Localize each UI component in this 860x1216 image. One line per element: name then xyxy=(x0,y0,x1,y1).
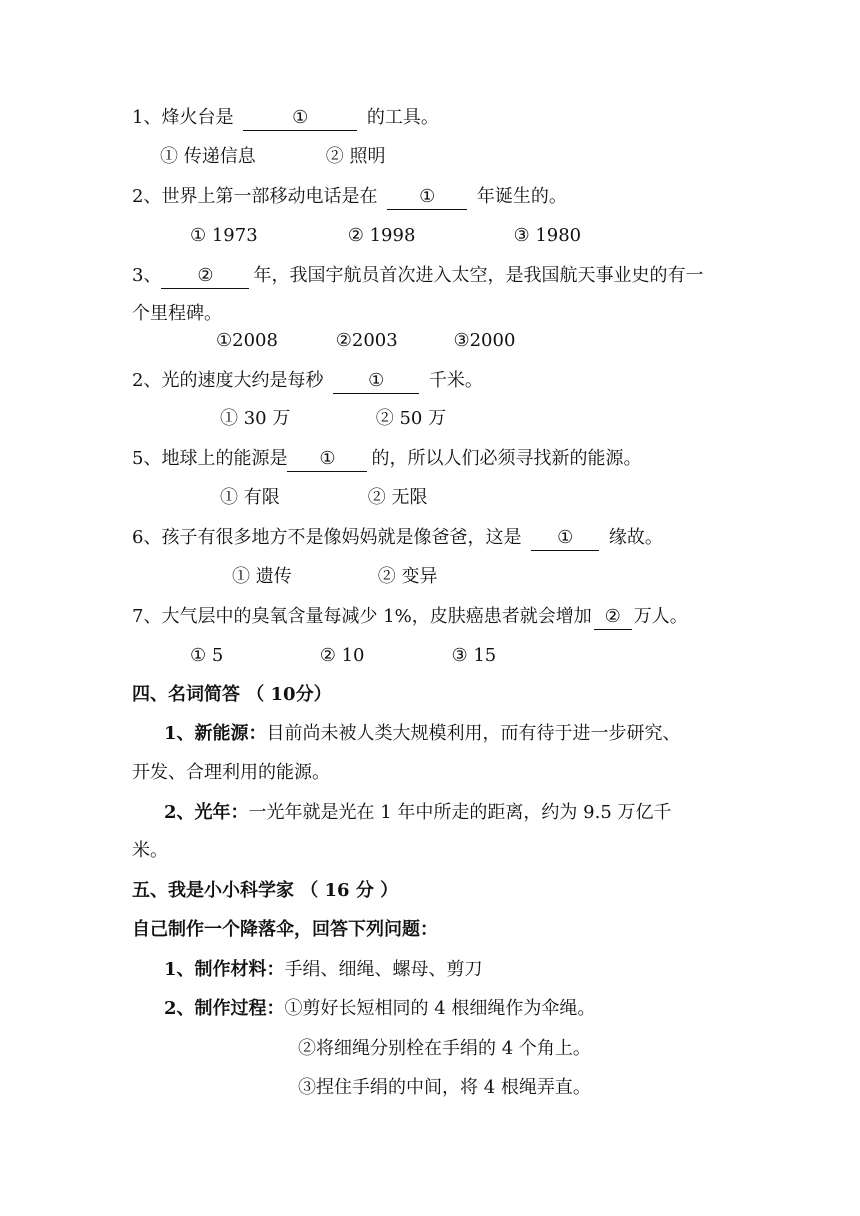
process-step: ①剪好长短相同的 4 根细绳作为伞绳。 xyxy=(284,998,596,1019)
process xyxy=(164,996,595,1022)
term-light-year xyxy=(164,800,672,826)
option: ① 有限 xyxy=(220,487,280,508)
option: ② 照明 xyxy=(325,146,386,167)
question-3-text-after: 年，我国宇航员首次进入太空，是我国航天事业史的有一 xyxy=(253,265,704,286)
question-6-text-after: 缘故。 xyxy=(608,527,663,548)
option: ② 1998 xyxy=(347,225,416,246)
question-3-blank: ② xyxy=(161,264,249,289)
materials-label: 1、制作材料： xyxy=(164,959,285,980)
term-new-energy xyxy=(164,721,681,747)
question-5-text-after: 的，所以人们必须寻找新的能源。 xyxy=(371,448,642,469)
section-5-intro: 自己制作一个降落伞，回答下列问题： xyxy=(132,919,438,940)
section-4-heading: 四、名词简答 （ 10分） xyxy=(132,684,332,705)
question-5-text: 5、地球上的能源是 xyxy=(132,448,288,469)
question-2-blank: ① xyxy=(387,185,467,210)
option: ① 传递信息 xyxy=(160,146,256,167)
option: ① 遗传 xyxy=(232,566,292,587)
option: ① 1973 xyxy=(190,225,258,246)
question-4-blank: ① xyxy=(333,369,419,394)
question-1 xyxy=(132,105,439,131)
process-label: 2、制作过程： xyxy=(164,998,285,1019)
question-7-blank: ② xyxy=(594,605,632,630)
option: ② 变异 xyxy=(377,566,438,587)
question-4 xyxy=(132,368,483,394)
term-label: 2、光年： xyxy=(164,802,249,823)
question-1-options xyxy=(160,144,385,170)
question-4-text-after: 千米。 xyxy=(428,370,483,391)
materials xyxy=(164,957,483,983)
question-7-text-after: 万人。 xyxy=(633,606,688,627)
term-light-year-line2: 米。 xyxy=(132,840,168,861)
question-3-text: 3、 xyxy=(132,265,162,286)
question-4-text: 2、光的速度大约是每秒 xyxy=(132,370,324,391)
question-7-options xyxy=(190,643,496,669)
question-2 xyxy=(132,184,567,210)
question-7 xyxy=(132,604,688,630)
process-step: ②将细绳分别栓在手绢的 4 个角上。 xyxy=(298,1038,591,1059)
option: ③2000 xyxy=(453,330,516,351)
question-5-options xyxy=(220,485,427,511)
question-6 xyxy=(132,525,663,551)
option: ② 10 xyxy=(319,645,365,666)
question-2-text: 2、世界上第一部移动电话是在 xyxy=(132,186,378,207)
question-1-blank: ① xyxy=(243,106,357,131)
question-7-text: 7、大气层中的臭氧含量每减少 1%，皮肤癌患者就会增加 xyxy=(132,606,592,627)
question-4-options xyxy=(220,406,446,432)
question-6-options xyxy=(232,564,437,590)
question-1-text: 1、烽火台是 xyxy=(132,107,234,128)
term-new-energy-line2: 开发、合理利用的能源。 xyxy=(132,762,330,783)
term-label: 1、新能源： xyxy=(164,723,267,744)
question-2-options xyxy=(190,223,581,249)
process-step: ③捏住手绢的中间，将 4 根绳弄直。 xyxy=(298,1077,591,1098)
question-2-text-after: 年诞生的。 xyxy=(476,186,567,207)
materials-text: 手绢、细绳、螺母、剪刀 xyxy=(284,959,483,980)
question-1-text-after: 的工具。 xyxy=(366,107,439,128)
option: ② 无限 xyxy=(367,487,428,508)
option: ①2008 xyxy=(216,330,278,351)
question-5-blank: ① xyxy=(287,447,367,472)
question-3-options xyxy=(216,328,515,354)
term-definition: 一光年就是光在 1 年中所走的距离，约为 9.5 万亿千 xyxy=(248,802,672,823)
question-6-text: 6、孩子有很多地方不是像妈妈就是像爸爸，这是 xyxy=(132,527,522,548)
question-6-blank: ① xyxy=(531,526,599,551)
term-definition: 目前尚未被人类大规模利用，而有待于进一步研究、 xyxy=(266,723,681,744)
option: ② 50 万 xyxy=(375,408,447,429)
question-3-line2: 个里程碑。 xyxy=(132,303,222,324)
option: ① 5 xyxy=(190,645,224,666)
question-3 xyxy=(132,263,703,289)
section-5-heading: 五、我是小小科学家 （ 16 分 ） xyxy=(132,880,399,901)
question-5 xyxy=(132,446,641,472)
option: ③ 1980 xyxy=(513,225,582,246)
option: ① 30 万 xyxy=(220,408,291,429)
option: ②2003 xyxy=(335,330,398,351)
option: ③ 15 xyxy=(451,645,497,666)
